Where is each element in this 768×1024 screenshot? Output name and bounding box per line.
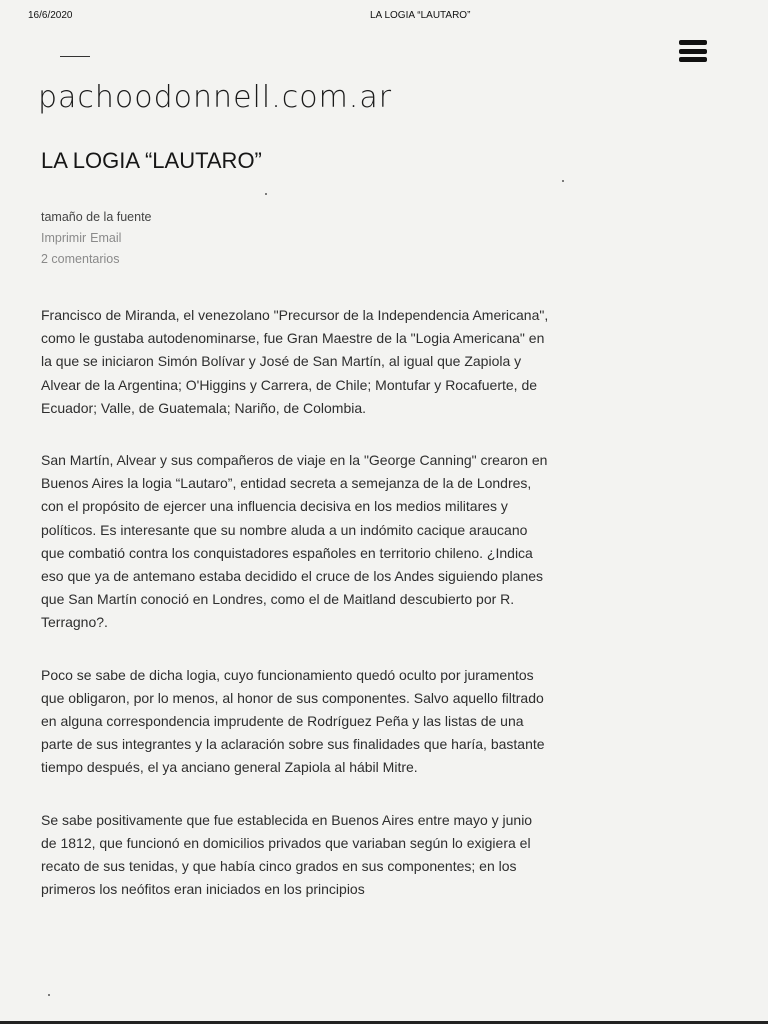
comments-link[interactable]: 2 comentarios (41, 252, 120, 266)
article-paragraph: Francisco de Miranda, el venezolano "Precursor de la Independencia Americana", como le gustaba autodenominarse, fue Gran Maestre de la "Logia Americana" en la que se iniciaron Simón Bolívar y José de San Martín, al igual que Zapiola y Alvear de la Argentina; O'Higgins y Carrera, de Chile; Montufar y Rocafuerte, de Ecuador; Valle, de Guatemala; Nariño, de Colombia. (41, 307, 549, 416)
print-email-row (41, 228, 152, 249)
header-divider (60, 56, 90, 57)
article-title: LA LOGIA “LAUTARO” (41, 148, 262, 173)
article-paragraph: Se sabe positivamente que fue establecida en Buenos Aires entre mayo y junio de 1812, que funcionó en domicilios privados que variaban según lo exigiera el recato de sus tenidas, y que había cinco grados en sus componentes; en los primeros los neófitos eran iniciados en los principios (41, 811, 533, 898)
font-size-control[interactable]: tamaño de la fuente (41, 210, 152, 224)
site-logo[interactable]: pachoodonnell.com.ar (38, 80, 393, 115)
article-paragraph: San Martín, Alvear y sus compañeros de viaje en la "George Canning" crearon en Buenos Aires la logia “Lautaro”, entidad secreta a semejanza de la de Londres, con el propósito de ejercer una influencia decisiva en los medios militares y políticos. Es interesante que su nombre aluda a un indómito cacique araucano que combatió contra los conquistadores españoles en territorio chileno. ¿Indica eso que ya de antemano estaba decidido el cruce de los Andes siguiendo planes que San Martín conoció en Londres, como el de Maitland descubierto por R. Terragno?. (41, 452, 548, 631)
article-paragraph: Poco se sabe de dicha logia, cuyo funcionamiento quedó oculto por juramentos que obligaron, por lo menos, al honor de sus componentes. Salvo aquello filtrado en alguna correspondencia imprudente de Rodríguez Peña y las listas de una parte de sus integrantes y la aclaración sobre sus finalidades que haría, bastante tiempo después, el ya anciano general Zapiola al hábil Mitre. (41, 666, 545, 776)
hamburger-menu-icon[interactable] (679, 40, 707, 62)
scan-speck (265, 193, 267, 195)
article-body (41, 304, 551, 930)
menu-bar (679, 57, 707, 62)
print-header-title: LA LOGIA “LAUTARO” (370, 10, 471, 21)
print-link[interactable]: Imprimir (41, 231, 87, 245)
email-link[interactable]: Email (90, 231, 122, 245)
menu-bar (679, 40, 707, 45)
scan-speck (562, 180, 564, 182)
scan-speck (48, 994, 50, 996)
print-date: 16/6/2020 (28, 10, 73, 21)
article-tools (41, 207, 152, 270)
menu-bar (679, 49, 707, 54)
